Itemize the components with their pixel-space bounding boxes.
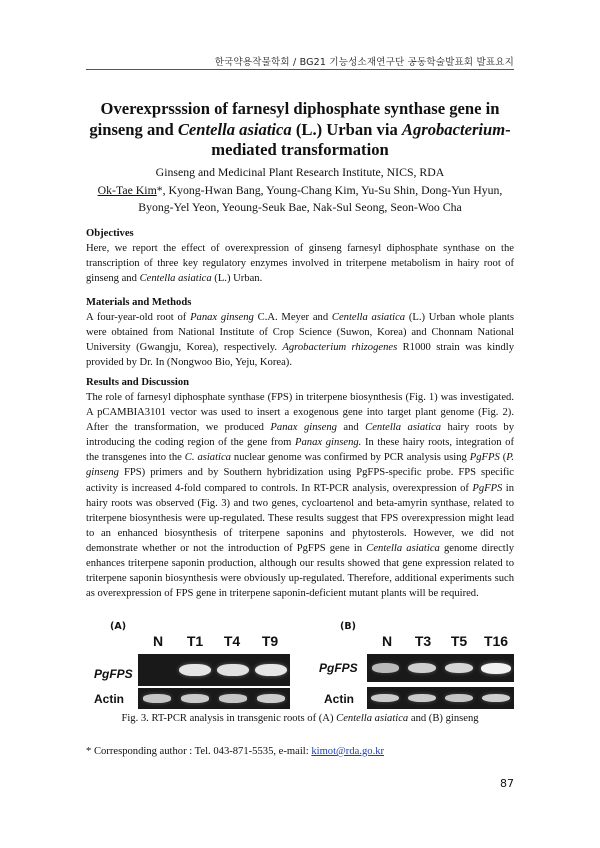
gel-band xyxy=(181,694,209,702)
figure-3 xyxy=(86,621,514,717)
gel-band xyxy=(481,663,511,674)
results-text-5: nuclear genome was confirmed by PCR analysis using xyxy=(230,452,470,464)
paper-title xyxy=(86,99,514,161)
presenting-author: Ok-Tae Kim xyxy=(97,182,157,197)
caption-text-1: Fig. 3. RT-PCR analysis in transgenic roots of (A) xyxy=(121,713,337,724)
row-label-pgfps: PgFPS xyxy=(94,667,133,681)
methods-species-1: Panax ginseng xyxy=(190,312,254,323)
lane-label: T1 xyxy=(186,633,204,649)
methods-species-3: Agrobacterium rhizogenes xyxy=(282,342,398,354)
gel-band xyxy=(255,664,286,677)
methods-text-4: R1000 strain was kindly provided by Dr. In (Nongwoo Bio, Yeju, Korea). xyxy=(86,342,515,369)
objectives-section xyxy=(86,226,514,286)
gel-band xyxy=(257,694,285,702)
methods-text-3: (L.) Urban whole plants were obtained from National Institute of Crop Science (Suwon, Korea) and Chonnam National University (Gwangju, Korea), respectively. xyxy=(86,312,514,354)
lane-label: T5 xyxy=(450,633,468,649)
results-text-4: In these hairy roots, integration of the transgenes into the xyxy=(86,437,514,464)
objectives-text: Here, we report the effect of overexpression of ginseng farnesyl diphosphate synthase on the transcription of three key regulatory enzymes involved in triterpene metabolism in hairy root of ginseng and xyxy=(86,243,514,285)
header-rule xyxy=(86,69,514,70)
results-body xyxy=(86,390,514,601)
caption-text-2: and (B) ginseng xyxy=(408,713,479,724)
results-italic-4: C. asiatica xyxy=(184,452,231,464)
methods-heading: Materials and Methods xyxy=(86,297,192,308)
row-label-actin: Actin xyxy=(94,692,124,706)
author-block xyxy=(86,164,514,217)
methods-body xyxy=(86,310,514,370)
results-text-8: in hairy roots was observed (Fig. 3) and two genes, cycloartenol and beta-amyrin synthase, related to triterpene biosynthesis were up-regulated. These results suggest that FPS overexpression might lead to an enhanced biosynthesis of triterpene saponins and phytosterols. However, we did not demonstrate whether or not the introduction of PgFPS gene in xyxy=(86,482,514,554)
gel-a-actin xyxy=(138,688,290,709)
results-text-6: ( xyxy=(499,452,507,464)
author-list xyxy=(86,182,514,217)
lane-label: T3 xyxy=(414,633,432,649)
page-number: 87 xyxy=(500,777,514,790)
gel-band xyxy=(143,694,171,702)
methods-text-2: C.A. Meyer and xyxy=(253,312,332,323)
title-agrobacterium: Agrobacterium xyxy=(401,119,506,139)
title-species: Centella asiatica xyxy=(177,119,292,139)
results-italic-3: Panax ginseng. xyxy=(295,437,362,449)
methods-species-2: Centella asiatica xyxy=(331,312,406,323)
lane-label: T9 xyxy=(261,633,279,649)
gel-band xyxy=(179,664,210,677)
objectives-species: Centella asiatica xyxy=(139,273,212,285)
results-heading: Results and Discussion xyxy=(86,377,190,388)
panel-b-label: (B) xyxy=(340,621,356,632)
email-link[interactable]: kimot@rda.go.kr xyxy=(311,746,385,757)
title-text-2: (L.) Urban via xyxy=(291,119,402,139)
results-italic-2: Centella asiatica xyxy=(365,422,442,434)
objectives-body xyxy=(86,241,514,286)
results-italic-1: Panax ginseng xyxy=(270,422,337,434)
footnote-text: * Corresponding author : Tel. 043-871-5535, e-mail: xyxy=(86,746,312,757)
gel-band xyxy=(371,694,399,702)
gel-band xyxy=(408,694,436,702)
corresponding-author-footnote xyxy=(86,745,514,759)
results-section xyxy=(86,375,514,601)
gel-band xyxy=(372,663,399,673)
results-italic-6: P. ginseng xyxy=(86,452,514,479)
gel-band xyxy=(408,663,436,673)
row-label-pgfps: PgFPS xyxy=(319,661,358,675)
gel-band xyxy=(482,694,510,702)
lane-label: N xyxy=(381,633,393,649)
panel-a-label: (A) xyxy=(110,621,127,632)
results-italic-8: Centella asiatica xyxy=(366,542,440,554)
gel-band xyxy=(445,663,474,673)
objectives-heading: Objectives xyxy=(86,228,134,239)
title-text-1: Overexprsssion of farnesyl diphosphate synthase gene in ginseng and xyxy=(89,99,500,139)
gel-a-pgfps xyxy=(138,654,290,686)
lane-label: N xyxy=(152,633,164,649)
results-text-2: and xyxy=(336,422,366,434)
gel-b-actin xyxy=(367,687,514,709)
results-italic-7: PgFPS xyxy=(472,482,503,494)
gel-band xyxy=(219,694,247,702)
lane-label: T4 xyxy=(223,633,241,649)
lane-label: T16 xyxy=(483,633,509,649)
results-italic-5: PgFPS xyxy=(469,452,500,464)
results-text-1: The role of farnesyl diphosphate synthase (FPS) in triterpene biosynthesis (Fig. 1) was investigated. A pCAMBIA3101 vector was used to insert a exogenous gene into target plant genome (Fig. 2). After the transformation, we produced xyxy=(86,392,514,434)
methods-text-1: A four-year-old root of xyxy=(86,312,191,323)
results-text-7: FPS) primers and by Southern hybridization using PgFPS-specific probe. FPS specific activity is increased 4-fold compared to controls. In RT-PCR analysis, overexpression of xyxy=(86,467,514,494)
results-text-9: genome directly enhances triterpene saponin production, although our results showed that gene expression related to triterpene saponin biosynthesis were obviously up-regulated. Therefore, additional experiments such as overexpression of FPS gene in triterpene saponin-deficient mutant plants will be required. xyxy=(86,542,514,600)
journal-header: 한국약용작물학회 / BG21 기능성소재연구단 공동학술발표회 발표요지 xyxy=(214,57,514,68)
co-authors: *, Kyong-Hwan Bang, Young-Chang Kim, Yu-Su Shin, Dong-Yun Hyun, Byong-Yel Yeon, Yeoung-Seuk Bae, Nak-Sul Seong, Seon-Woo Cha xyxy=(138,182,503,214)
gel-b-pgfps xyxy=(367,654,514,682)
figure-caption xyxy=(86,712,514,726)
objectives-text-end: (L.) Urban. xyxy=(211,273,263,285)
gel-band xyxy=(217,664,248,677)
gel-band xyxy=(445,694,473,702)
results-text-3: hairy roots by introducing the coding region of the gene from xyxy=(86,422,515,449)
methods-section xyxy=(86,295,514,370)
caption-species: Centella asiatica xyxy=(336,713,409,724)
title-text-3: -mediated transformation xyxy=(211,119,511,159)
row-label-actin: Actin xyxy=(324,692,354,706)
affiliation: Ginseng and Medicinal Plant Research Institute, NICS, RDA xyxy=(155,165,445,179)
